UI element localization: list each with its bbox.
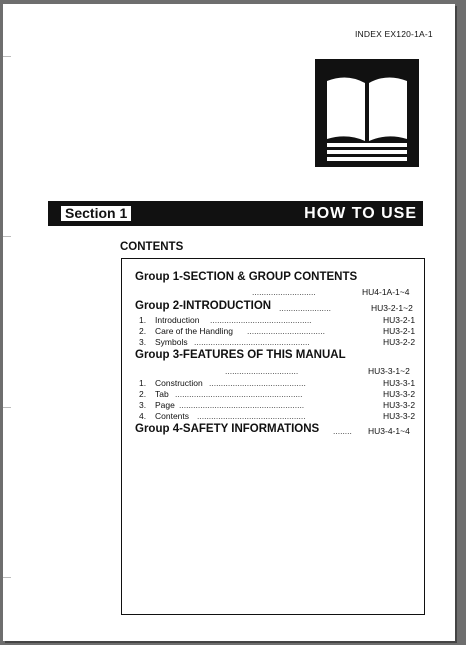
item-ref: HU3-2-1 xyxy=(383,315,416,325)
binding-mark xyxy=(3,577,11,578)
dot-leader: ...................................................... xyxy=(175,389,303,399)
item-number: 3. xyxy=(139,337,147,347)
manual-page xyxy=(3,4,455,641)
contents-item[interactable] xyxy=(139,315,422,325)
index-code: INDEX EX120-1A-1 xyxy=(355,29,433,39)
item-label: Symbols xyxy=(155,337,188,347)
contents-item[interactable] xyxy=(139,326,422,336)
group-ref[interactable]: HU3-4-1~4 xyxy=(368,426,410,436)
item-ref: HU3-2-2 xyxy=(383,337,416,347)
dot-leader: ........................................... xyxy=(210,315,312,325)
binding-mark xyxy=(3,407,11,408)
contents-box xyxy=(121,258,425,615)
item-label: Introduction xyxy=(155,315,200,325)
dot-leader: ........ xyxy=(333,426,352,436)
group-title[interactable]: Group 3-FEATURES OF THIS MANUAL xyxy=(135,349,346,361)
dot-leader: ..................................................... xyxy=(179,400,305,410)
dot-leader: ......................................... xyxy=(209,378,306,388)
contents-item[interactable] xyxy=(139,337,422,347)
group-title[interactable]: Group 4-SAFETY INFORMATIONS xyxy=(135,423,320,435)
item-label: Care of the Handling xyxy=(155,326,233,336)
group-ref-line xyxy=(225,366,422,376)
item-label: Construction xyxy=(155,378,203,388)
dot-leader: ........................... xyxy=(252,287,316,297)
group-ref[interactable]: HU4-1A-1~4 xyxy=(362,287,410,297)
item-number: 3. xyxy=(139,400,147,410)
contents-item[interactable] xyxy=(139,378,422,388)
section-banner xyxy=(48,201,423,226)
contents-item[interactable] xyxy=(139,411,422,421)
open-book-icon xyxy=(315,59,419,167)
section-title: HOW TO USE xyxy=(304,205,417,222)
dot-leader: ............................... xyxy=(225,366,299,376)
item-ref: HU3-3-1 xyxy=(383,378,416,388)
item-number: 1. xyxy=(139,378,147,388)
group-title[interactable]: Group 1-SECTION & GROUP CONTENTS xyxy=(135,271,358,283)
item-label: Page xyxy=(155,400,175,410)
item-number: 2. xyxy=(139,389,147,399)
binding-mark xyxy=(3,236,11,237)
contents-item[interactable] xyxy=(139,389,422,399)
item-ref: HU3-3-2 xyxy=(383,400,416,410)
item-number: 4. xyxy=(139,411,147,421)
dot-leader: ................................................. xyxy=(194,337,310,347)
item-ref: HU3-3-2 xyxy=(383,411,416,421)
dot-leader: ...................... xyxy=(279,303,331,313)
item-number: 2. xyxy=(139,326,147,336)
contents-heading: CONTENTS xyxy=(120,241,184,253)
binding-mark xyxy=(3,56,11,57)
contents-item[interactable] xyxy=(139,400,422,410)
dot-leader: ................................. xyxy=(247,326,325,336)
item-ref: HU3-2-1 xyxy=(383,326,416,336)
group-ref[interactable]: HU3-3-1~2 xyxy=(368,366,410,376)
item-number: 1. xyxy=(139,315,147,325)
item-label: Tab xyxy=(155,389,169,399)
group-ref-line xyxy=(252,287,422,297)
group-ref[interactable]: HU3-2-1~2 xyxy=(371,303,413,313)
group-title[interactable]: Group 2-INTRODUCTION xyxy=(135,300,272,312)
item-ref: HU3-3-2 xyxy=(383,389,416,399)
dot-leader: .............................................. xyxy=(197,411,306,421)
item-label: Contents xyxy=(155,411,190,421)
section-label: Section 1 xyxy=(61,206,131,221)
